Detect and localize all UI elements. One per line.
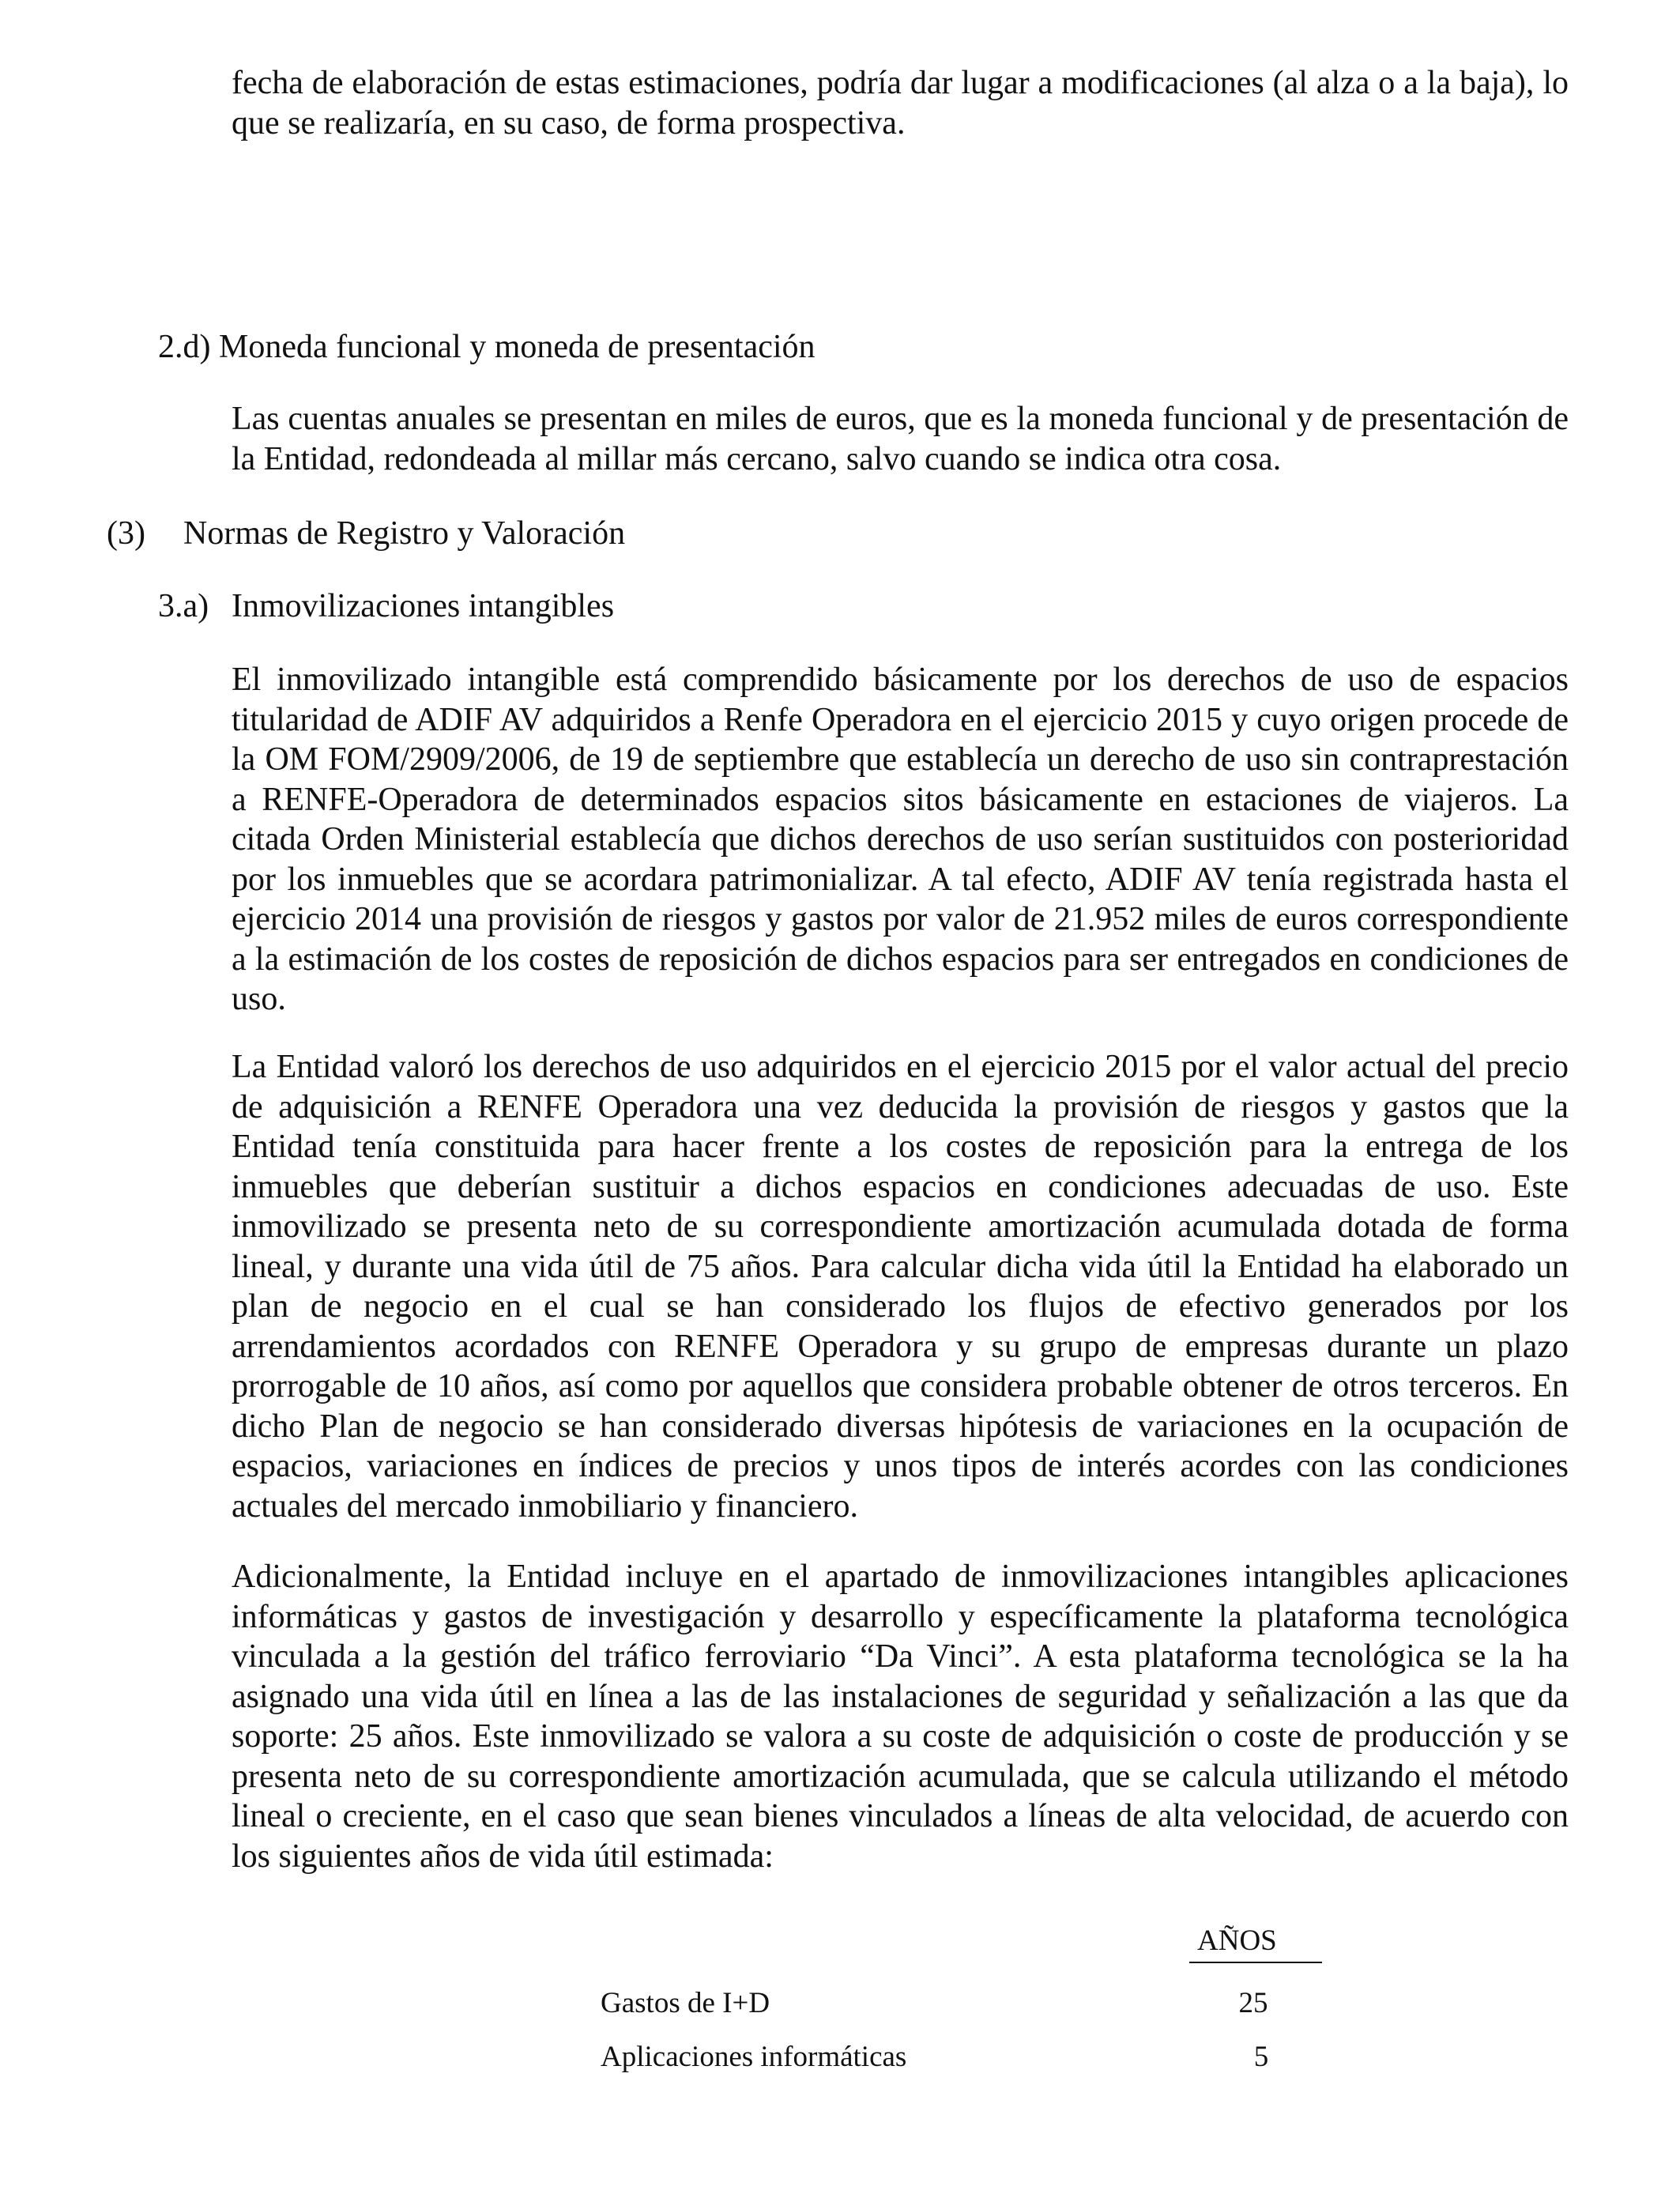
section-3a-paragraph-3: Adicionalmente, la Entidad incluye en el apartado de inmovilizaciones intangibles aplicaciones informáticas y gastos de investigación y desarrollo y específicamente la plataforma tecnológica vinculada a la gestión del tráfico ferroviario “Da Vinci”. A esta plataforma tecnológica se la ha asignado una vida útil en línea a las de las instalaciones de seguridad y señalización a las que da soporte: 25 años. Este inmovilizado se valora a su coste de adquisición o coste de producción y se presenta neto de su correspondiente amortización acumulada, que se calcula utilizando el método lineal o creciente, en el caso que sean bienes vinculados a líneas de alta velocidad, de acuerdo con los siguientes años de vida útil estimada: bbox=[232, 1559, 1569, 1875]
table-row-label: Gastos de I+D bbox=[601, 1987, 770, 2019]
table-header-underline bbox=[1189, 1962, 1322, 1963]
section-3a-heading: Inmovilizaciones intangibles bbox=[232, 588, 615, 624]
section-3a-number: 3.a) bbox=[158, 588, 209, 624]
section-3a-paragraph-1: El inmovilizado intangible está comprendido básicamente por los derechos de uso de espacios titularidad de ADIF AV adquiridos a Renfe Operadora en el ejercicio 2015 y cuyo origen procede de la OM FOM/2909/2006, de 19 de septiembre que establecía un derecho de uso sin contraprestación a RENFE-Operadora de determinados espacios sitos básicamente en estaciones de viajeros. La citada Orden Ministerial establecía que dichos derechos de uso serían sustituidos con posterioridad por los inmuebles que se acordara patrimonializar. A tal efecto, ADIF AV tenía registrada hasta el ejercicio 2014 una provisión de riesgos y gastos por valor de 21.952 miles de euros correspondiente a la estimación de los costes de reposición de dichos espacios para ser entregados en condiciones de uso. bbox=[232, 662, 1569, 1017]
table-column-header: AÑOS bbox=[1197, 1924, 1277, 1957]
section-3a-paragraph-2: La Entidad valoró los derechos de uso adquiridos en el ejercicio 2015 por el valor actual del precio de adquisición a RENFE Operadora una vez deducida la provisión de riesgos y gastos que la Entidad tenía constituida para hacer frente a los costes de reposición para la entrega de los inmuebles que deberían sustituir a dichos espacios en condiciones adecuadas de uso. Este inmovilizado se presenta neto de su correspondiente amortización acumulada dotada de forma lineal, y durante una vida útil de 75 años. Para calcular dicha vida útil la Entidad ha elaborado un plan de negocio en el cual se han considerado los flujos de efectivo generados por los arrendamientos acordados con RENFE Operadora y su grupo de empresas durante un plazo prorrogable de 10 años, así como por aquellos que considera probable obtener de otros terceros. En dicho Plan de negocio se han considerado diversas hipótesis de variaciones en la ocupación de espacios, variaciones en índices de precios y unos tipos de interés acordes con las condiciones actuales del mercado inmobiliario y financiero. bbox=[232, 1049, 1569, 1525]
section-3-heading: Normas de Registro y Valoración bbox=[183, 515, 626, 552]
section-2d-paragraph: Las cuentas anuales se presentan en miles de euros, que es la moneda funcional y de presentación de la Entidad, redondeada al millar más cercano, salvo cuando se indica otra cosa. bbox=[232, 401, 1569, 477]
table-row-value: 25 bbox=[1238, 1987, 1268, 2019]
section-3-number: (3) bbox=[107, 515, 145, 552]
section-2d-heading: 2.d) Moneda funcional y moneda de presentación bbox=[158, 329, 816, 365]
table-row-value: 5 bbox=[1253, 2041, 1269, 2073]
intro-paragraph: fecha de elaboración de estas estimaciones, podría dar lugar a modificaciones (al alza o a la baja), lo que se realizaría, en su caso, de forma prospectiva. bbox=[232, 65, 1569, 141]
table-row-label: Aplicaciones informáticas bbox=[601, 2041, 907, 2073]
